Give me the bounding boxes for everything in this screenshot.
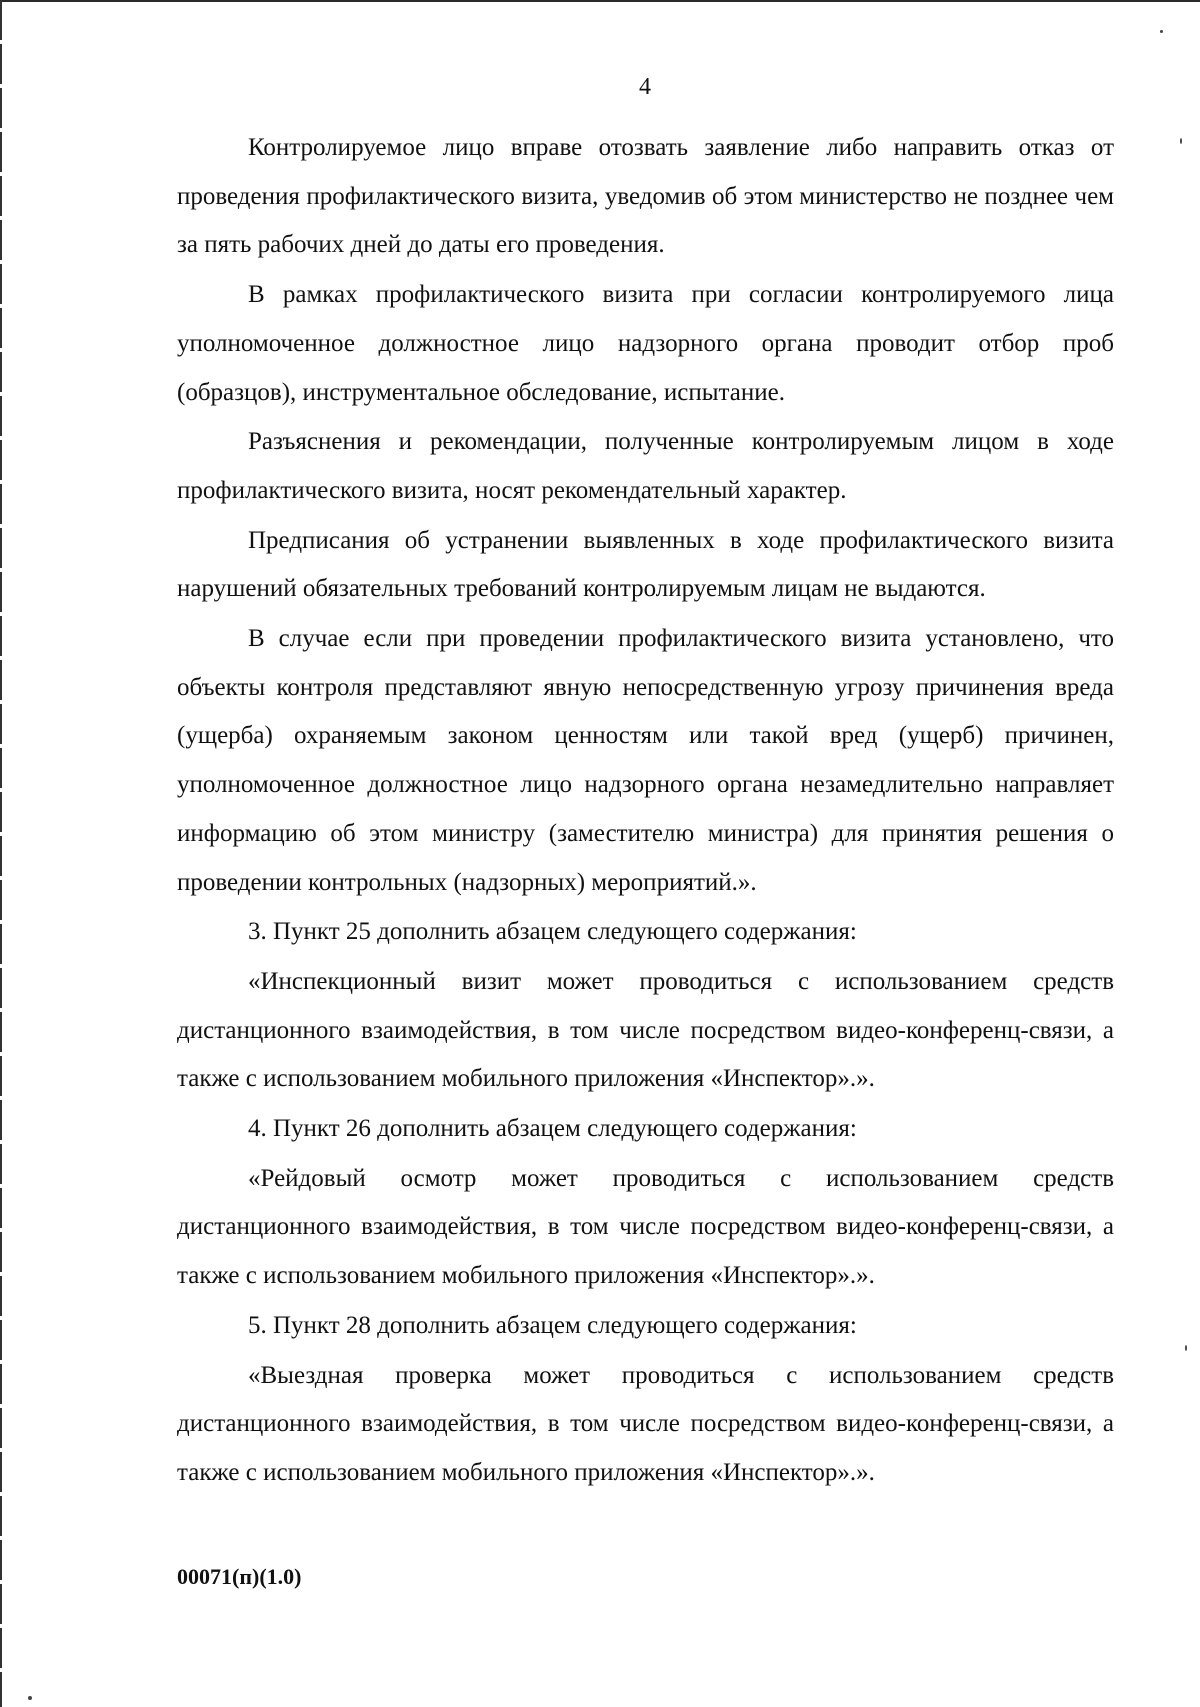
paragraph: 5. Пункт 28 дополнить абзацем следующего содержания: xyxy=(248,1311,857,1339)
page-number: 4 xyxy=(639,74,651,100)
paragraph: «Выездная проверка может проводиться с использованием средств дистанционного взаимодействия, в том числе посредством видео-конференц-связи, а также с использованием мобильного приложения «Инспектор».». xyxy=(177,1361,1114,1486)
document-footer-code: 00071(п)(1.0) xyxy=(177,1564,302,1589)
scan-speck xyxy=(1160,30,1163,33)
paragraph: 4. Пункт 26 дополнить абзацем следующего содержания: xyxy=(248,1115,857,1143)
scan-left-edge xyxy=(0,0,2,1707)
scan-speck xyxy=(1185,1345,1187,1351)
paragraph: «Инспекционный визит может проводиться с использованием средств дистанционного взаимодействия, в том числе посредством видео-конференц-связи, а также с использованием мобильного приложения «Инспектор».». xyxy=(177,967,1114,1093)
scan-speck xyxy=(28,1696,32,1700)
paragraph: Контролируемое лицо вправе отозвать заявление либо направить отказ от проведения профилактического визита, уведомив об этом министерство не позднее чем за пять рабочих дней до даты его проведения. xyxy=(177,134,1114,259)
paragraph: «Рейдовый осмотр может проводиться с использованием средств дистанционного взаимодействия, в том числе посредством видео-конференц-связи, а также с использованием мобильного приложения «Инспектор».». xyxy=(177,1164,1114,1290)
paragraph: Предписания об устранении выявленных в ходе профилактического визита нарушений обязательных требований контролируемым лицам не выдаются. xyxy=(177,526,1114,603)
scan-speck xyxy=(1180,138,1182,144)
paragraph: 3. Пункт 25 дополнить абзацем следующего содержания: xyxy=(248,918,857,946)
paragraph: В случае если при проведении профилактического визита установлено, что объекты контроля представляют явную непосредственную угрозу причинения вреда (ущерба) охраняемым законом ценностям или такой вред (ущерб) причинен, уполномоченное должностное лицо надзорного органа незамедлительно направляет информацию об этом министру (заместителю министра) для принятия решения о проведении контрольных (надзорных) мероприятий.». xyxy=(177,625,1114,896)
paragraph: В рамках профилактического визита при согласии контролируемого лица уполномоченное должностное лицо надзорного органа проводит отбор проб (образцов), инструментальное обследование, испытание. xyxy=(177,281,1114,406)
paragraph: Разъяснения и рекомендации, полученные контролируемым лицом в ходе профилактического визита, носят рекомендательный характер. xyxy=(177,428,1114,504)
scan-top-edge xyxy=(0,0,1200,2)
document-body xyxy=(177,124,1114,1499)
